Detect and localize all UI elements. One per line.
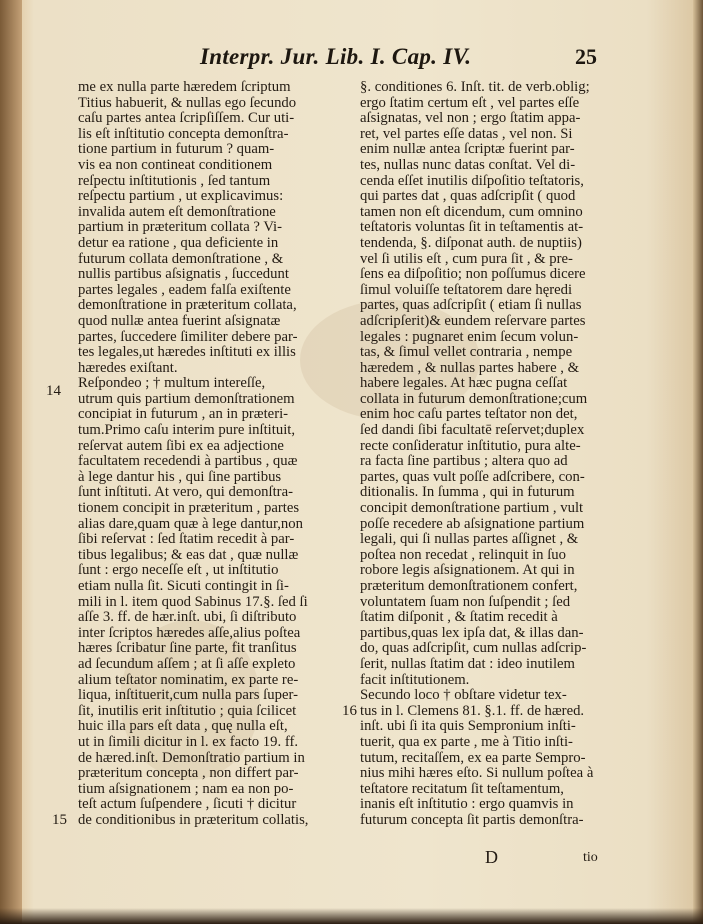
text-line: vis ea non contineat conditionem — [78, 157, 273, 173]
text-line: qui partes dat , quas adſcripſit ( quod — [360, 189, 576, 205]
text-line: huic illa pars eſt data , quę nulla eſt, — [78, 719, 288, 735]
text-line: vel ſi utilis eſt , cum pura ſit , & pre- — [360, 251, 573, 267]
text-line: inanis eſt inſtitutio : ergo quamvis in — [360, 797, 574, 813]
text-line: ad ſecundum aſſem ; at ſi aſſe expleto — [78, 656, 296, 672]
text-line: teſt actum ſuſpendere , ſicuti † dicitur — [78, 797, 297, 813]
text-line: legales : pugnaret enim ſecum volun- — [360, 329, 579, 345]
text-line: tamen non eſt dicendum, cum omnino — [360, 204, 583, 220]
text-line: tum.Primo caſu interim pure inſtituit, — [78, 423, 296, 439]
text-line: ergo ſtatim certum eſt , vel partes eſſe — [360, 95, 580, 111]
text-line: do, quas adſcripſit, cum nullas adſcrip- — [360, 641, 587, 657]
text-line: facit inſtitutionem. — [360, 672, 470, 688]
text-line: nullis partibus aſsignatis , ſuccedunt — [78, 267, 289, 283]
text-line: quod nullæ antea fuerint aſsignatæ — [78, 313, 281, 329]
text-line: tuerit, qua ex parte , me à Titio inſti- — [360, 734, 573, 750]
text-line: futurum concepta ſit partis demonſtra- — [360, 812, 584, 828]
text-line: partes, quas vult poſſe adſcribere, con- — [360, 469, 585, 485]
text-line: etiam nulla ſit. Sicuti contingit in ſi- — [78, 579, 289, 594]
text-line: tes, nullas nunc datas conſtat. Vel di- — [360, 157, 576, 173]
text-line: lis eſt inſtitutio concepta demonſtra- — [78, 126, 289, 142]
text-line: de conditionibus in præteritum collatis, — [78, 812, 309, 828]
text-line: tes legales,ut hæredes inſtituti ex illis — [78, 345, 296, 361]
text-line: teſtatore recitatum ſit teſtamentum, — [360, 781, 564, 797]
text-line: tionem concipit in præteritum , partes — [78, 501, 300, 517]
margin-number-14: 14 — [46, 383, 61, 399]
text-line: legali, qui ſi nullas partes aſſignet , & — [360, 532, 579, 548]
left-text-column — [78, 80, 340, 829]
text-line: liqua, inſtituerit,cum nulla pars ſuper- — [78, 688, 298, 704]
text-line: recte conſideratur inſtitutio, pura alte- — [360, 438, 581, 454]
text-line: poſſe recedere ab aſsignatione partium — [360, 516, 585, 532]
text-line: ſit, inutilis erit inſtitutio ; quia ſcilicet — [78, 703, 297, 719]
right-text-column — [360, 80, 622, 829]
page-number: 25 — [575, 44, 597, 69]
text-line: enim hoc caſu partes teſtator non det, — [360, 407, 578, 423]
text-line: invalida autem eſt demonſtratione — [78, 204, 276, 220]
text-line: tium aſsignationem ; nam ea non po- — [78, 781, 294, 797]
text-line: ra facta ſine partibus ; altera quo ad — [360, 454, 568, 470]
text-line: aſsignatas, vel non ; ergo ſtatim appa- — [360, 111, 581, 127]
text-line: ſunt : ergo neceſſe eſt , ut inſtitutio — [78, 563, 279, 579]
text-line: demonſtratione in præteritum collata, — [78, 298, 297, 314]
text-line: de hæred.inſt. Demonſtratio partium in — [78, 750, 305, 766]
margin-number-16: 16 — [342, 703, 357, 719]
text-line: ſibi reſervat : ſed ſtatim recedit à par- — [78, 532, 295, 548]
text-line: ditionalis. In ſumma , qui in futurum — [360, 485, 575, 501]
text-line: Secundo loco † obſtare videtur tex- — [360, 688, 567, 704]
text-line: Titius habuerit, & nullas ego ſecundo — [78, 95, 297, 111]
text-line: habere legales. At hæc pugna ceſſat — [360, 376, 568, 392]
text-line: partes, quas adſcripſit ( etiam ſi nullas — [360, 298, 582, 314]
text-line: enim nullæ antea ſcriptæ fuerint par- — [360, 142, 575, 158]
catchword: tio — [583, 850, 598, 865]
text-line: inter ſcriptos hæredes aſſe,alius poſtea — [78, 625, 301, 641]
text-line: partium in præteritum collata ? Vi- — [78, 220, 283, 236]
text-line: ut in ſimili dicitur in l. ex facto 19. ff. — [78, 734, 299, 750]
text-line: adſcripſerit)& eundem reſervare partes — [360, 313, 586, 329]
text-line: Reſpondeo ; † multum intereſſe, — [78, 376, 266, 392]
text-line: §. conditiones 6. Inſt. tit. de verb.oblig; — [360, 80, 590, 95]
text-line: ſens ea diſpoſitio; non poſſumus dicere — [360, 267, 586, 283]
page-bottom-shadow — [0, 908, 703, 924]
text-line: robore legis aſsignationem. At qui in — [360, 563, 575, 579]
text-line: concipit demonſtratione partium , vult — [360, 501, 584, 517]
text-line: ſed dandi ſibi facultatē reſervet;duplex — [360, 423, 585, 439]
text-line: reſpectu inſtitutionis , ſed tantum — [78, 173, 271, 189]
text-line: reſpectu partium , ut explicavimus: — [78, 189, 284, 205]
text-line: voluntatem ſuam non ſuſpendit ; ſed — [360, 594, 571, 610]
signature-mark: D — [485, 847, 498, 867]
text-line: futurum collata demonſtratione , & — [78, 251, 284, 267]
text-line: tus in l. Clemens 81. §.1. ff. de hæred. — [360, 703, 585, 719]
text-line: me ex nulla parte hæredem ſcriptum — [78, 80, 291, 95]
text-line: caſu partes antea ſcripſiſſem. Cur uti- — [78, 111, 295, 127]
text-line: ſtatim diſponit , & ſtatim recedit à — [360, 610, 558, 626]
text-line: ſunt inſtituti. At vero, qui demonſtra- — [78, 485, 293, 501]
text-line: ſimul voluiſſe teſtatorem dare hęredi — [360, 282, 573, 298]
text-line: hæredem , & nullas partes habere , & — [360, 360, 580, 376]
text-line: detur ea ratione , qua deficiente in — [78, 235, 279, 251]
text-line: tione partium in futurum ? quam- — [78, 142, 275, 158]
text-line: aſſe 3. ff. de hær.inſt. ubi, ſi diſtributo — [78, 610, 297, 626]
text-line: collata in futurum demonſtratione;cum — [360, 391, 588, 407]
text-line: inſt. ubi ſi ita quis Sempronium inſti- — [360, 719, 576, 735]
page-edge — [693, 0, 703, 924]
text-line: mili in l. item quod Sabinus 17.§. ſed ſi — [78, 594, 308, 610]
text-line: præteritum concepta , non differt par- — [78, 766, 299, 782]
text-line: teſtatoris voluntas ſit in teſtamentis at- — [360, 220, 584, 236]
text-line: partes, ſuccedere ſimiliter debere par- — [78, 329, 298, 345]
text-line: poſtea non recedat , relinquit in ſuo — [360, 547, 566, 563]
text-line: tutum, recitaſſem, ex ea parte Sempro- — [360, 750, 586, 766]
text-line: concipiat in futurum , an in præteri- — [78, 407, 289, 423]
text-line: ret, vel partes eſſe datas , vel non. Si — [360, 126, 573, 142]
text-line: nius mihi hæres eſto. Si nullum poſtea à — [360, 766, 594, 782]
margin-number-15: 15 — [52, 812, 67, 828]
text-line: facultatem recedendi à partibus , quæ — [78, 454, 298, 470]
text-line: ſerit, nullas ſtatim dat : ideo inutilem — [360, 656, 575, 672]
text-line: alias dare,quam quæ à lege dantur,non — [78, 516, 303, 532]
text-line: utrum quis partium demonſtrationem — [78, 391, 295, 407]
text-line: tendenda, §. diſponat auth. de nuptiis) — [360, 235, 582, 251]
text-line: cenda eſſet inutilis diſpoſitio teſtatoris, — [360, 173, 584, 189]
text-line: partibus,quas lex ipſa dat, & illas dan- — [360, 625, 584, 641]
text-line: alium teſtator nominatim, ex parte re- — [78, 672, 299, 688]
text-line: tas, & ſimul vellet contraria , nempe — [360, 345, 573, 361]
running-title: Interpr. Jur. Lib. I. Cap. IV. — [200, 44, 472, 69]
text-line: partes legales , eadem falſa exiſtente — [78, 282, 291, 298]
text-line: hæres ſcribatur ſine parte, fit tranſitus — [78, 641, 297, 657]
text-line: hæredes exiſtant. — [78, 360, 178, 376]
book-gutter — [0, 0, 22, 924]
text-line: tibus legalibus; & eas dat , quæ nullæ — [78, 547, 299, 563]
text-line: à lege dantur his , qui ſine partibus — [78, 469, 282, 485]
text-line: præteritum demonſtrationem confert, — [360, 579, 578, 594]
text-line: reſervat autem ſibi ex ea adjectione — [78, 438, 284, 454]
